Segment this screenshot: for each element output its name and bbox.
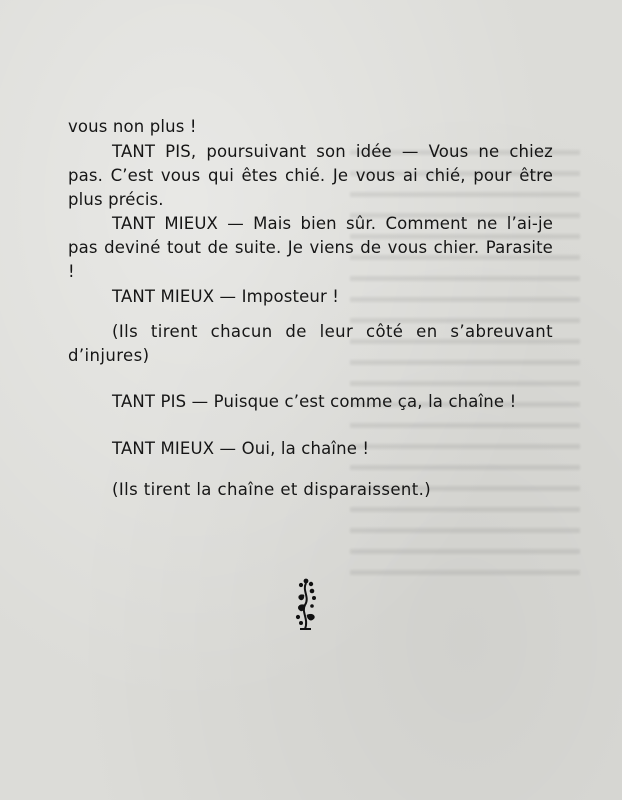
paragraph-tant-pis-2: TANT PIS — Puisque c’est comme ça, la chaîne ! (112, 392, 517, 411)
paragraph-continuation: vous non plus ! (68, 117, 197, 136)
stage-direction-2: (Ils tirent la chaîne et disparaissent.) (112, 480, 432, 499)
paragraph-tant-mieux-2: TANT MIEUX — Imposteur ! (112, 287, 340, 306)
paragraph-tant-mieux-1: TANT MIEUX — Mais bien sûr. Comment ne l’ai-je pas deviné tout de suite. Je viens de vous chier. Parasite ! (68, 214, 553, 281)
paragraph-tant-pis-1: TANT PIS, poursuivant son idée — Vous ne chiez pas. C’est vous qui êtes chié. Je vous ai chié, pour être plus précis. (68, 142, 553, 209)
stage-direction-1: (Ils tirent chacun de leur côté en s’abreuvant d’injures) (68, 322, 553, 365)
paragraph-tant-mieux-3: TANT MIEUX — Oui, la chaîne ! (112, 439, 370, 458)
floral-vignette-icon (292, 577, 322, 632)
